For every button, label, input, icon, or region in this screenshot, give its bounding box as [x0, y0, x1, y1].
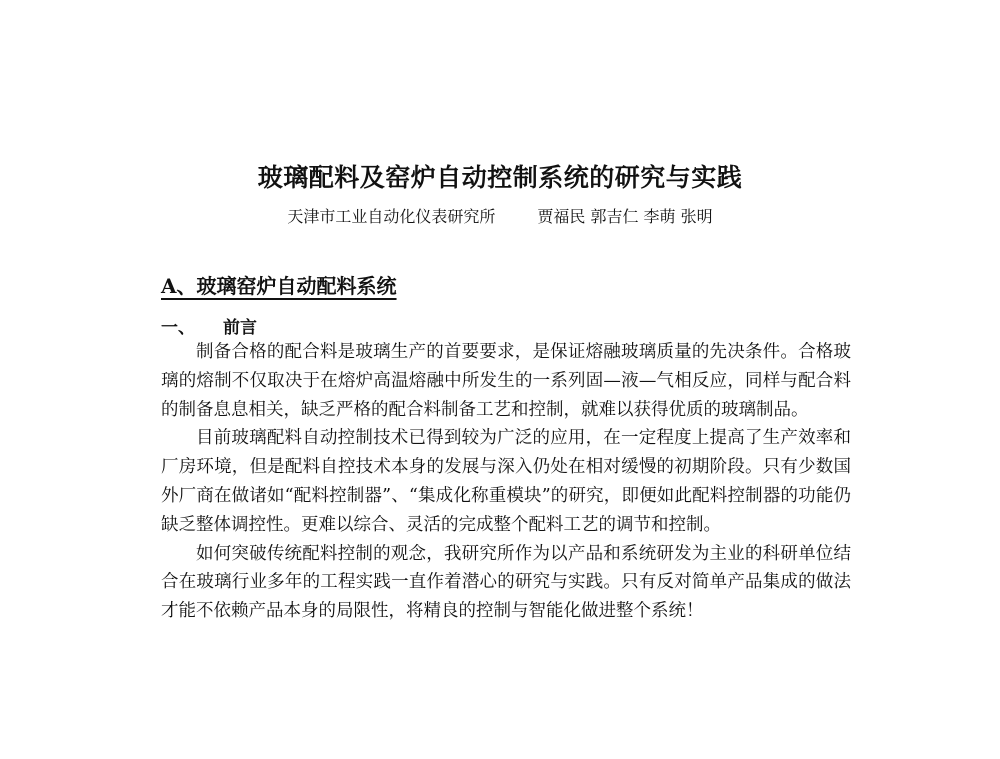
subsection-heading [161, 313, 257, 338]
paragraph: 如何突破传统配料控制的观念，我研究所作为以产品和系统研发为主业的科研单位结合在玻璃行业多年的工程实践一直作着潜心的研究与实践。只有反对简单产品集成的做法才能不依赖产品本身的局限性，将精良的控制与智能化做进整个系统！ [161, 543, 851, 622]
paragraph: 制备合格的配合料是玻璃生产的首要要求，是保证熔融玻璃质量的先决条件。合格玻璃的熔制不仅取决于在熔炉高温熔融中所发生的一系列固—液—气相反应，同样与配合料的制备息息相关，缺乏严格的配合料制备工艺和控制，就难以获得优质的玻璃制品。 [161, 342, 851, 420]
subsection-title: 前言 [223, 318, 257, 338]
authors: 贾福民 郭吉仁 李萌 张明 [537, 207, 713, 226]
subsection-number: 一、 [161, 318, 195, 338]
paragraph: 目前玻璃配料自动控制技术已得到较为广泛的应用，在一定程度上提高了生产效率和厂房环境，但是配料自控技术本身的发展与深入仍处在相对缓慢的初期阶段。只有少数国外厂商在做诸如“配料控制器”、“集成化称重模块”的研究，即便如此配料控制器的功能仍缺乏整体调控性。更难以综合、灵活的完成整个配料工艺的调节和控制。 [161, 428, 851, 535]
byline [0, 204, 1000, 227]
body-text [161, 338, 851, 626]
section-heading: A、玻璃窑炉自动配料系统 [161, 274, 397, 298]
institution: 天津市工业自动化仪表研究所 [287, 207, 496, 226]
paper-title: 玻璃配料及窑炉自动控制系统的研究与实践 [257, 163, 743, 192]
